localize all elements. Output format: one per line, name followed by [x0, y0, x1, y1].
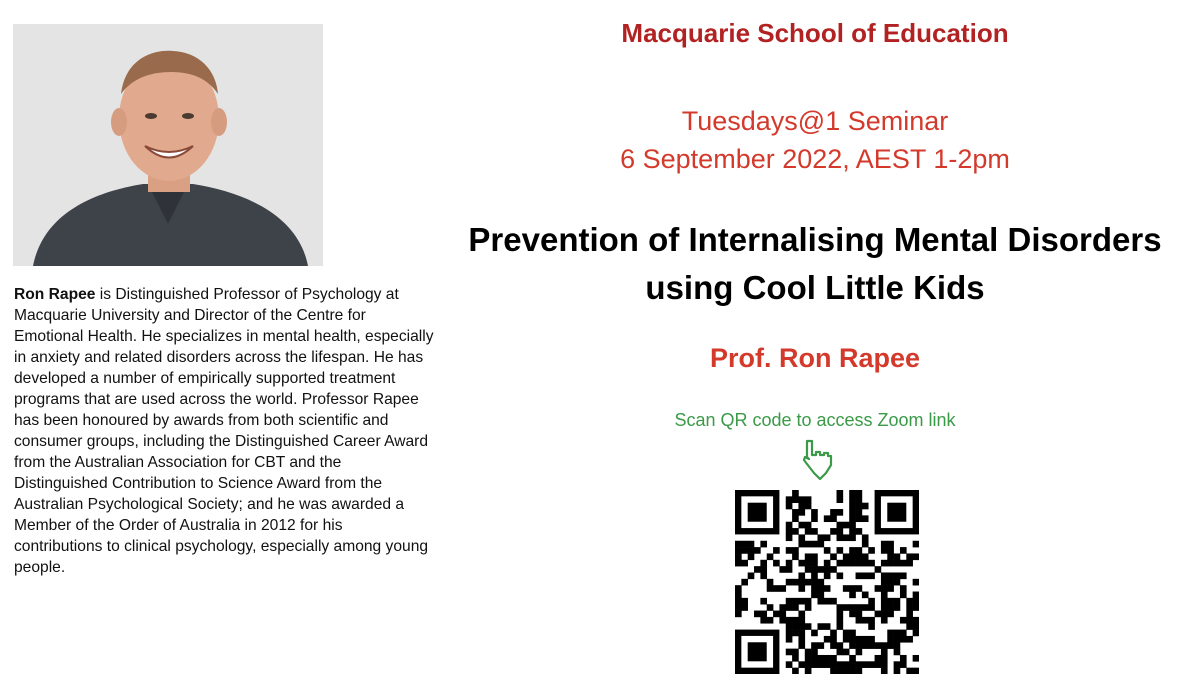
school-name: Macquarie School of Education	[621, 18, 1009, 48]
talk-title-line-1: Prevention of Internalising Mental Disorders	[468, 221, 1162, 258]
bio-name: Ron Rapee	[14, 286, 96, 303]
speaker-name: Prof. Ron Rapee	[709, 343, 921, 373]
qr-caption: Scan QR code to access Zoom link	[674, 410, 956, 430]
bio-text: is Distinguished Professor of Psychology at Macquarie University and Director of the Centre for Emotional Health. He specializes in mental health, especially in anxiety and related disorders across the lifespan. He has developed a number of empirically supported treatment programs that are used across the world. Professor Rapee has been honoured by awards from both scientific and consumer groups, including the Distinguished Career Award from the Australian Association for CBT and the Distinguished Contribution to Science Award from the Australian Psychological Society; and he was awarded a Member of the Order of Australia in 2012 for his contributions to clinical psychology, especially among young people.	[14, 286, 434, 576]
pointing-hand-icon	[800, 437, 836, 481]
speaker-bio	[14, 284, 434, 578]
speaker-photo	[13, 24, 323, 266]
seminar-info	[430, 102, 1200, 178]
seminar-name: Tuesdays@1 Seminar	[681, 106, 949, 136]
talk-title-line-2: using Cool Little Kids	[645, 269, 985, 306]
talk-title	[430, 216, 1200, 312]
seminar-date-time: 6 September 2022, AEST 1-2pm	[620, 144, 1010, 174]
zoom-qr-code[interactable]	[735, 490, 919, 674]
